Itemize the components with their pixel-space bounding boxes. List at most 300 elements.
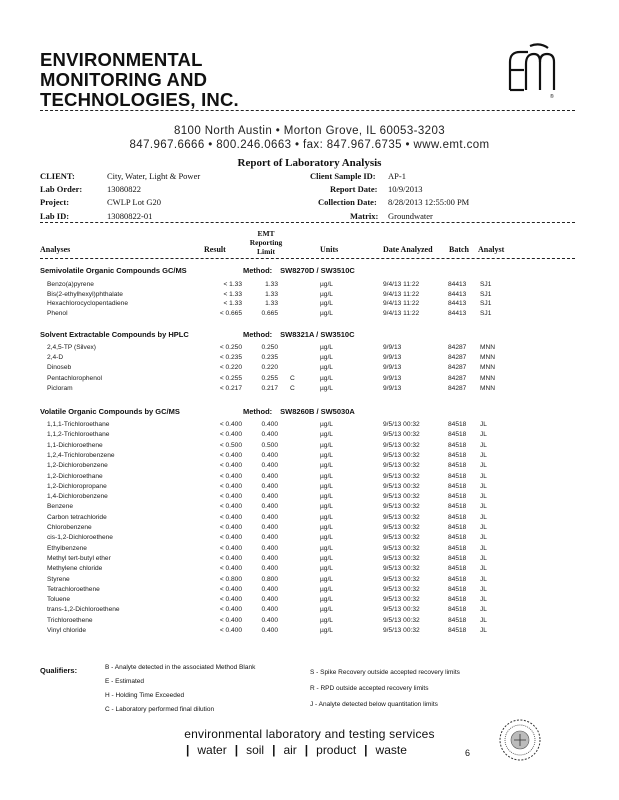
collection-date-label: Collection Date:: [318, 197, 377, 207]
cell-an: Vinyl chloride: [47, 627, 87, 634]
method-value: SW8321A / SW3510C: [280, 330, 355, 339]
cell-rl: 0.400: [261, 503, 278, 511]
cell-un: µg/L: [320, 585, 333, 593]
cell-rl: 0.400: [261, 534, 278, 542]
cell-ba: 84413: [448, 281, 467, 288]
cell-un: µg/L: [320, 281, 333, 288]
cell-an: 2,4,5-TP (Silvex): [47, 344, 96, 351]
col-reporting-limit: [244, 229, 288, 256]
cell-res: < 0.400: [219, 431, 242, 439]
cell-ana: SJ1: [480, 309, 492, 317]
cell-da: 9/5/13 00:32: [383, 472, 420, 480]
cell-da: 9/9/13: [383, 344, 402, 351]
cell-da: 9/5/13 00:32: [383, 493, 420, 501]
cell-res: < 0.255: [219, 374, 242, 382]
section-heading: [40, 266, 355, 275]
cell-ba: 84413: [448, 309, 467, 317]
cell-ana: JL: [480, 544, 487, 552]
cell-res: < 0.217: [219, 384, 242, 392]
svg-text:®: ®: [550, 94, 554, 100]
cell-un: µg/L: [320, 596, 333, 604]
company-name: [40, 50, 340, 110]
cell-da: 9/5/13 00:32: [383, 585, 420, 593]
cell-rl: 0.400: [261, 451, 278, 459]
cell-rl: 0.250: [261, 344, 278, 351]
col-result: Result: [204, 245, 226, 254]
cell-da: 9/9/13: [383, 354, 402, 362]
client-field: [40, 171, 200, 181]
cell-un: µg/L: [320, 513, 333, 521]
cell-ana: JL: [480, 421, 487, 428]
cell-ba: 84518: [448, 554, 467, 562]
cell-rl: 0.400: [261, 431, 278, 439]
lab-id-label: Lab ID:: [40, 211, 70, 221]
lab-order-field: [40, 184, 141, 194]
collection-date-value: 8/28/2013 12:55:00 PM: [388, 197, 470, 207]
table-row: [40, 310, 580, 320]
cell-ana: SJ1: [480, 290, 492, 298]
cell-un: µg/L: [320, 309, 333, 317]
cell-res: < 0.400: [219, 503, 242, 511]
cell-an: Trichloroethene: [47, 616, 93, 624]
section-heading: [40, 407, 355, 416]
footer-services: | water | soil | air | product | waste: [186, 743, 407, 757]
lab-order-label: Lab Order:: [40, 184, 83, 194]
cell-an: Tetrachloroethene: [47, 585, 100, 593]
cell-an: Benzene: [47, 503, 74, 511]
cell-rl: 1.33: [265, 290, 278, 298]
cell-ana: MNN: [480, 384, 496, 392]
cell-da: 9/5/13 00:32: [383, 534, 420, 542]
table-row: [40, 627, 580, 637]
cell-an: Methylene chloride: [47, 565, 103, 573]
cell-rl: 0.400: [261, 493, 278, 501]
cell-ana: MNN: [480, 364, 496, 372]
cell-ba: 84518: [448, 482, 467, 490]
cell-da: 9/5/13 00:32: [383, 503, 420, 511]
cell-an: Chlorobenzene: [47, 524, 92, 531]
cell-rl: 0.400: [261, 627, 278, 634]
cell-ba: 84413: [448, 290, 467, 298]
cell-ba: 84287: [448, 344, 467, 351]
method-label: Method:: [243, 266, 273, 275]
table-row: [40, 300, 580, 310]
cell-da: 9/5/13 00:32: [383, 596, 420, 604]
cell-ba: 84518: [448, 493, 467, 501]
cell-ba: 84518: [448, 606, 467, 614]
client-sample-id-field: [310, 171, 406, 181]
cell-res: < 0.235: [219, 354, 242, 362]
table-row: [40, 514, 580, 524]
table-row: [40, 545, 580, 555]
cell-res: < 1.33: [223, 281, 242, 288]
cell-rl: 0.400: [261, 482, 278, 490]
cell-rl: 0.217: [261, 384, 278, 392]
report-title: Report of Laboratory Analysis: [237, 157, 382, 169]
table-row: [40, 452, 580, 462]
cell-rl: 0.400: [261, 565, 278, 573]
cell-an: Dinoseb: [47, 364, 72, 372]
cell-an: Toluene: [47, 596, 71, 604]
cell-rl: 0.400: [261, 462, 278, 470]
cell-res: < 0.665: [219, 309, 242, 317]
col-analyses: Analyses: [40, 245, 71, 254]
cell-da: 9/5/13 00:32: [383, 524, 420, 531]
cell-ba: 84518: [448, 472, 467, 480]
cell-da: 9/5/13 00:32: [383, 462, 420, 470]
cell-res: < 0.500: [219, 441, 242, 449]
section-method: [243, 266, 355, 275]
cell-ana: MNN: [480, 354, 496, 362]
cell-an: Methyl tert-butyl ether: [47, 554, 111, 562]
address-phones: 847.967.6666 • 800.246.0663 • fax: 847.967.6735 • www.emt.com: [129, 139, 490, 151]
cell-un: µg/L: [320, 300, 333, 308]
info-divider: [40, 222, 575, 223]
cell-an: 1,1-Dichloroethene: [47, 441, 103, 449]
cell-res: < 0.250: [219, 344, 242, 351]
cell-res: < 0.400: [219, 482, 242, 490]
cell-un: µg/L: [320, 575, 333, 583]
cell-ana: MNN: [480, 344, 496, 351]
table-row: [40, 344, 580, 354]
cell-rl: 1.33: [265, 281, 278, 288]
table-row: [40, 586, 580, 596]
cell-ana: MNN: [480, 374, 496, 382]
qualifier-s: S - Spike Recovery outside accepted recovery limits: [310, 669, 460, 676]
cell-an: 1,2-Dichloroethane: [47, 472, 103, 480]
qualifier-r: R - RPD outside accepted recovery limits: [310, 685, 429, 692]
qualifier-b: B - Analyte detected in the associated Method Blank: [105, 664, 256, 671]
report-date-field: [330, 184, 422, 194]
table-row: [40, 354, 580, 364]
cell-ba: 84518: [448, 575, 467, 583]
cell-res: < 0.400: [219, 606, 242, 614]
cell-ana: JL: [480, 441, 487, 449]
cell-ana: JL: [480, 462, 487, 470]
qualifier-h: H - Holding Time Exceeded: [105, 692, 185, 699]
lab-order-value: 13080822: [107, 184, 141, 194]
cell-ba: 84518: [448, 596, 467, 604]
cell-ana: JL: [480, 513, 487, 521]
cell-ba: 84518: [448, 565, 467, 573]
section-title: Solvent Extractable Compounds by HPLC: [40, 330, 189, 339]
footer-air: air: [283, 743, 297, 757]
cell-un: µg/L: [320, 441, 333, 449]
collection-date-field: [318, 197, 469, 207]
cell-an: 2,4-D: [47, 354, 64, 362]
company-name-line-3: TECHNOLOGIES, INC.: [40, 89, 239, 110]
cell-an: trans-1,2-Dichloroethene: [47, 606, 120, 614]
table-row: [40, 596, 580, 606]
cell-ba: 84518: [448, 585, 467, 593]
cell-ana: JL: [480, 616, 487, 624]
cell-un: µg/L: [320, 344, 333, 351]
cell-da: 9/4/13 11:22: [383, 300, 420, 308]
cell-an: Pentachlorophenol: [47, 374, 102, 382]
cell-ana: JL: [480, 472, 487, 480]
cell-res: < 0.400: [219, 585, 242, 593]
cell-res: < 0.400: [219, 565, 242, 573]
method-label: Method:: [243, 330, 273, 339]
cell-un: µg/L: [320, 503, 333, 511]
cell-un: µg/L: [320, 565, 333, 573]
section-heading: [40, 330, 355, 339]
cell-rl: 0.400: [261, 606, 278, 614]
cell-ana: JL: [480, 575, 487, 583]
cell-ana: JL: [480, 627, 487, 634]
cell-un: µg/L: [320, 421, 333, 428]
table-row: [40, 576, 580, 586]
cell-res: < 0.220: [219, 364, 242, 372]
table-row: [40, 606, 580, 616]
cell-da: 9/5/13 00:32: [383, 441, 420, 449]
section-title: Semivolatile Organic Compounds GC/MS: [40, 266, 187, 275]
cell-q: C: [290, 384, 295, 392]
footer-tagline: environmental laboratory and testing services: [184, 727, 435, 741]
cell-an: Carbon tetrachloride: [47, 513, 107, 521]
col-reporting-limit-line-2: Reporting: [249, 238, 283, 247]
client-value: City, Water, Light & Power: [107, 171, 201, 181]
cell-ba: 84518: [448, 441, 467, 449]
cell-un: µg/L: [320, 493, 333, 501]
cell-un: µg/L: [320, 606, 333, 614]
cell-ba: 84518: [448, 513, 467, 521]
cell-res: < 0.400: [219, 554, 242, 562]
cell-un: µg/L: [320, 524, 333, 531]
cell-da: 9/5/13 00:32: [383, 575, 420, 583]
address-street: 8100 North Austin • Morton Grove, IL 60053-3203: [173, 125, 446, 137]
cell-res: < 0.400: [219, 493, 242, 501]
cell-an: Phenol: [47, 309, 68, 317]
cell-res: < 0.400: [219, 616, 242, 624]
cell-un: µg/L: [320, 616, 333, 624]
cell-res: < 0.400: [219, 451, 242, 459]
cell-ba: 84287: [448, 364, 467, 372]
client-sample-id-value: AP-1: [388, 171, 406, 181]
cell-ba: 84518: [448, 431, 467, 439]
cell-ana: SJ1: [480, 281, 492, 288]
emt-logo-icon: [500, 40, 558, 100]
col-date-analyzed: Date Analyzed: [383, 245, 433, 254]
cell-un: µg/L: [320, 451, 333, 459]
cell-da: 9/5/13 00:32: [383, 431, 420, 439]
cell-da: 9/4/13 11:22: [383, 309, 420, 317]
cell-un: µg/L: [320, 462, 333, 470]
cell-rl: 0.220: [261, 364, 278, 372]
cell-an: Benzo(a)pyrene: [47, 281, 94, 288]
table-row: [40, 385, 580, 395]
project-label: Project:: [40, 197, 70, 207]
cell-un: µg/L: [320, 544, 333, 552]
cell-res: < 0.800: [219, 575, 242, 583]
cell-un: µg/L: [320, 364, 333, 372]
cell-rl: 1.33: [265, 300, 278, 308]
cell-ana: JL: [480, 554, 487, 562]
cell-rl: 0.400: [261, 554, 278, 562]
qualifier-j: J - Analyte detected below quantitation limits: [310, 701, 438, 708]
footer-soil: soil: [246, 743, 265, 757]
cell-res: < 0.400: [219, 421, 242, 428]
cell-ba: 84518: [448, 534, 467, 542]
table-row: [40, 503, 580, 513]
cell-rl: 0.400: [261, 596, 278, 604]
client-sample-id-label: Client Sample ID:: [310, 171, 376, 181]
cell-ana: JL: [480, 482, 487, 490]
cell-ana: JL: [480, 503, 487, 511]
cell-an: Ethylbenzene: [47, 544, 87, 552]
table-row: [40, 462, 580, 472]
col-reporting-limit-line-3: Limit: [257, 247, 275, 256]
cell-res: < 0.400: [219, 596, 242, 604]
cell-an: 1,4-Dichlorobenzene: [47, 493, 108, 501]
table-row: [40, 281, 580, 291]
report-date-value: 10/9/2013: [388, 184, 423, 194]
cell-un: µg/L: [320, 431, 333, 439]
cell-res: < 0.400: [219, 472, 242, 480]
lab-id-field: [40, 211, 152, 221]
cell-un: µg/L: [320, 384, 333, 392]
cell-ana: JL: [480, 493, 487, 501]
method-value: SW8260B / SW5030A: [280, 407, 355, 416]
cell-an: Picloram: [47, 384, 73, 392]
cell-un: µg/L: [320, 472, 333, 480]
cell-an: 1,1,2-Trichloroethane: [47, 431, 110, 439]
cell-an: 1,2,4-Trichlorobenzene: [47, 451, 115, 459]
cell-ba: 84518: [448, 627, 467, 634]
cell-ba: 84518: [448, 421, 467, 428]
cell-ana: JL: [480, 565, 487, 573]
cell-res: < 0.400: [219, 534, 242, 542]
qualifiers-label: Qualifiers:: [40, 666, 78, 675]
cell-rl: 0.400: [261, 544, 278, 552]
lab-id-value: 13080822-01: [107, 211, 153, 221]
report-date-label: Report Date:: [330, 184, 378, 194]
cell-ba: 84518: [448, 503, 467, 511]
cell-un: µg/L: [320, 554, 333, 562]
cell-ba: 84518: [448, 524, 467, 531]
cell-da: 9/9/13: [383, 374, 402, 382]
table-row: [40, 442, 580, 452]
cell-ba: 84413: [448, 300, 467, 308]
page-number: 6: [465, 748, 471, 758]
cell-da: 9/5/13 00:32: [383, 513, 420, 521]
cell-ba: 84287: [448, 374, 467, 382]
cell-an: 1,2-Dichloropropane: [47, 482, 107, 490]
project-field: [40, 197, 161, 207]
company-name-line-1: ENVIRONMENTAL: [40, 49, 203, 70]
table-row: [40, 364, 580, 374]
section-method: [243, 330, 355, 339]
cell-da: 9/4/13 11:22: [383, 281, 420, 288]
table-row: [40, 524, 580, 534]
seal-icon: [498, 718, 542, 762]
cell-un: µg/L: [320, 482, 333, 490]
table-row: [40, 483, 580, 493]
qualifier-c: C - Laboratory performed final dilution: [105, 706, 215, 713]
cell-da: 9/5/13 00:32: [383, 554, 420, 562]
cell-an: 1,1,1-Trichloroethane: [47, 421, 110, 428]
cell-res: < 0.400: [219, 524, 242, 531]
table-row: [40, 617, 580, 627]
cell-an: Hexachlorocyclopentadiene: [47, 300, 129, 308]
cell-ba: 84287: [448, 384, 467, 392]
cell-rl: 0.255: [261, 374, 278, 382]
cell-da: 9/9/13: [383, 384, 402, 392]
cell-da: 9/5/13 00:32: [383, 627, 420, 634]
project-value: CWLP Lot G20: [107, 197, 161, 207]
table-row: [40, 473, 580, 483]
cell-an: cis-1,2-Dichloroethene: [47, 534, 113, 542]
method-label: Method:: [243, 407, 273, 416]
cell-ana: JL: [480, 431, 487, 439]
cell-ana: SJ1: [480, 300, 492, 308]
cell-un: µg/L: [320, 290, 333, 298]
cell-rl: 0.400: [261, 472, 278, 480]
footer-waste: waste: [375, 743, 407, 757]
cell-res: < 0.400: [219, 462, 242, 470]
table-row: [40, 375, 580, 385]
cell-q: C: [290, 374, 295, 382]
cell-rl: 0.400: [261, 421, 278, 428]
matrix-label: Matrix:: [350, 211, 379, 221]
cell-un: µg/L: [320, 534, 333, 542]
matrix-field: [350, 211, 433, 221]
cell-ana: JL: [480, 585, 487, 593]
cell-da: 9/9/13: [383, 364, 402, 372]
table-row: [40, 431, 580, 441]
cell-da: 9/5/13 00:32: [383, 616, 420, 624]
cell-rl: 0.665: [261, 309, 278, 317]
cell-ana: JL: [480, 524, 487, 531]
cell-ba: 84287: [448, 354, 467, 362]
cell-rl: 0.400: [261, 524, 278, 531]
header-divider: [40, 110, 575, 111]
cell-an: Bis(2-ethylhexyl)phthalate: [47, 290, 123, 298]
table-row: [40, 493, 580, 503]
cell-da: 9/5/13 00:32: [383, 606, 420, 614]
cell-rl: 0.400: [261, 616, 278, 624]
cell-da: 9/5/13 00:32: [383, 482, 420, 490]
cell-un: µg/L: [320, 354, 333, 362]
cell-un: µg/L: [320, 627, 333, 634]
cell-rl: 0.400: [261, 585, 278, 593]
cell-da: 9/5/13 00:32: [383, 451, 420, 459]
cell-an: Styrene: [47, 575, 70, 583]
table-row: [40, 534, 580, 544]
cell-ba: 84518: [448, 544, 467, 552]
cell-rl: 0.400: [261, 513, 278, 521]
qualifier-e: E - Estimated: [105, 678, 145, 685]
method-value: SW8270D / SW3510C: [280, 266, 355, 275]
cell-ana: JL: [480, 451, 487, 459]
cell-res: < 0.400: [219, 627, 242, 634]
address-block: [0, 124, 619, 152]
cell-ba: 84518: [448, 451, 467, 459]
footer-product: product: [316, 743, 357, 757]
col-units: Units: [320, 245, 339, 254]
matrix-value: Groundwater: [388, 211, 433, 221]
col-analyst: Analyst: [478, 245, 505, 254]
col-batch: Batch: [449, 245, 469, 254]
cell-an: 1,2-Dichlorobenzene: [47, 462, 108, 470]
cell-ana: JL: [480, 606, 487, 614]
cell-ba: 84518: [448, 616, 467, 624]
cell-ana: JL: [480, 596, 487, 604]
section-method: [243, 407, 355, 416]
cell-ba: 84518: [448, 462, 467, 470]
cell-da: 9/4/13 11:22: [383, 290, 420, 298]
cell-res: < 1.33: [223, 300, 242, 308]
